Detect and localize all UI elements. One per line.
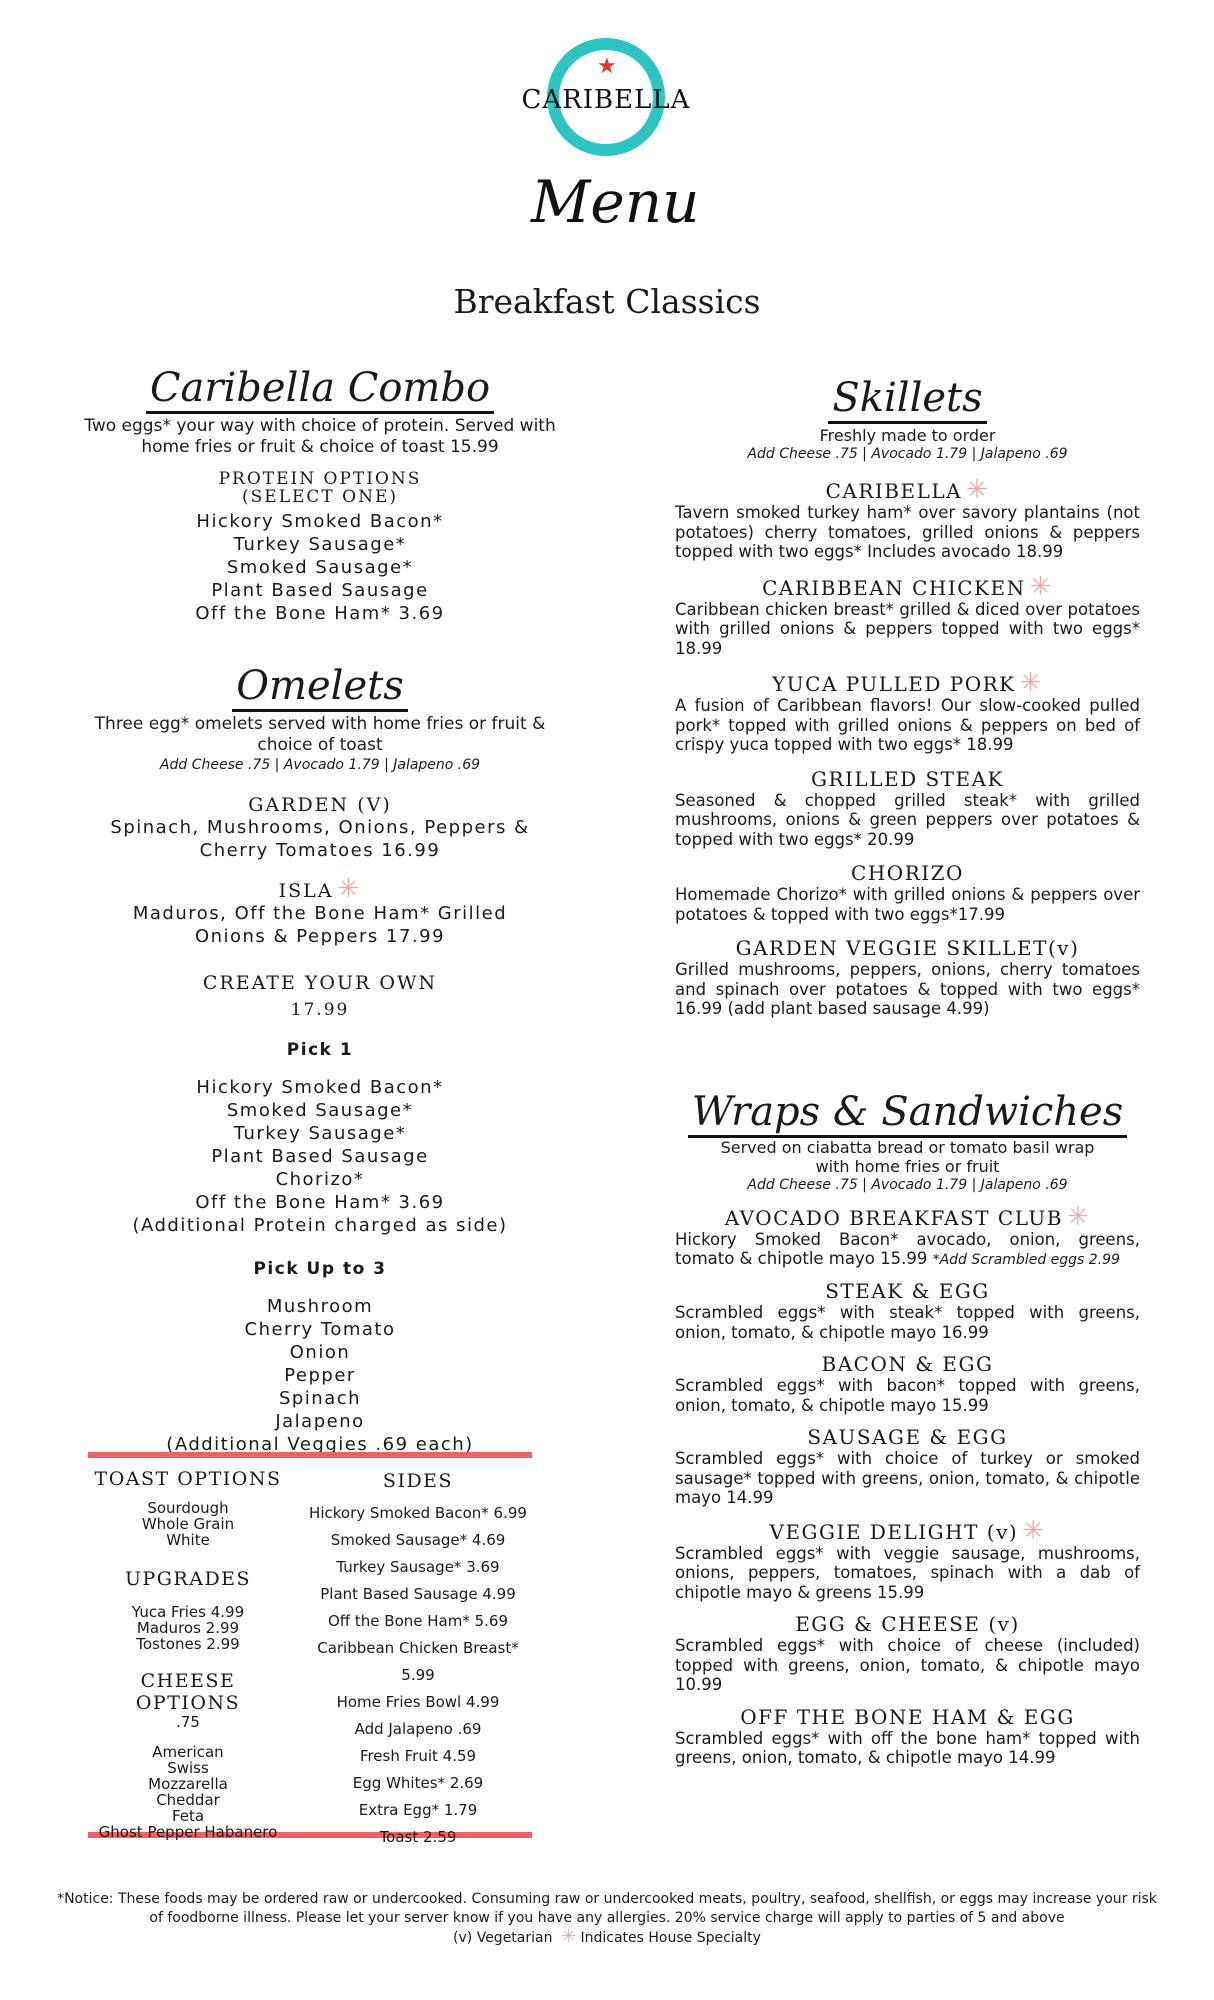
options-box [88,1452,532,1846]
allergy-notice: *Notice: These foods may be ordered raw or undercooked. Consuming raw or undercooked meats, poultry, seafood, shellfish, or eggs may increase your risk of foodborne illness. Please let your server know if you have any allergies. 20% service charge will apply to parties of 5 and above [57,1891,1157,1926]
wrap-name: EGG & CHEESE (v) [795,1612,1020,1636]
list-item: Off the Bone Ham* 3.69 [195,603,445,624]
sides-list [304,1500,532,1851]
skillets-title: Skillets [828,375,986,424]
list-item: Toast 2.59 [379,1828,457,1846]
wrap-name: VEGGIE DELIGHT (v) [769,1519,1019,1544]
skillet-name: GRILLED STEAK [810,766,1004,791]
menu-script-heading: Menu [531,168,700,236]
list-item: (Additional Protein charged as side) [132,1215,508,1236]
skillet-name: YUCA PULLED PORK [772,672,1016,696]
skillet-desc: A fusion of Caribbean flavors! Our slow-cooked pulled pork* topped with grilled onions & peppers on bed of crispy yuca topped with two eggs* 18.99 [675,696,1140,754]
wrap-name: STEAK & EGG [825,1279,990,1303]
skillet-desc: Tavern smoked turkey ham* over savory plantains (not potatoes) cherry tomatoes, grilled onions & peppers topped with two eggs* Includes avocado 18.99 [675,503,1140,561]
legend-specialty: Indicates House Specialty [580,1930,761,1946]
list-item: Egg Whites* 2.69 [352,1774,484,1792]
skillets-section [675,375,1140,1019]
list-item: Caribbean Chicken Breast* 5.99 [317,1639,519,1684]
wraps-section [675,1089,1140,1768]
list-item: Hickory Smoked Bacon* [196,1077,444,1098]
omelets-title: Omelets [232,663,407,712]
list-item: Cheddar [156,1791,220,1809]
right-column [675,375,1140,1768]
wrap-desc: Scrambled eggs* with bacon* topped with greens, onion, tomato, & chipotle mayo 15.99 [675,1376,1140,1415]
list-item: Off the Bone Ham* 5.69 [327,1612,508,1630]
wrap-name: SAUSAGE & EGG [807,1425,1008,1449]
list-item: Smoked Sausage* [226,557,414,578]
list-item: Smoked Sausage* [226,1100,414,1121]
wrap-desc: Scrambled eggs* with off the bone ham* topped with greens, onion, tomato, & chipotle mayo 14.99 [675,1728,1140,1767]
house-specialty-star-icon: ✳ [560,1926,577,1947]
omelets-addons: Add Cheese .75 | Avocado 1.79 | Jalapeno .69 [159,757,481,773]
skillet-name: CARIBBEAN CHICKEN [762,575,1026,600]
pick1-list [70,1076,570,1237]
upgrades-heading: UPGRADES [124,1568,252,1590]
logo-text: CARIBELLA [521,85,691,115]
wrap-note: *Add Scrambled eggs 2.99 [932,1252,1120,1268]
combo-desc: Two eggs* your way with choice of protein. Served with home fries or fruit & choice of toast 15.99 [84,416,556,457]
legend-vegetarian: (v) Vegetarian [453,1930,553,1946]
skillet-name: CHORIZO [851,861,964,885]
cheese-price: .75 [176,1713,200,1731]
list-item: Tostones 2.99 [136,1635,240,1653]
toast-list [88,1500,288,1548]
list-item: Plant Based Sausage [211,580,429,601]
wrap-desc: Hickory Smoked Bacon* avocado, onion, greens, tomato & chipotle mayo 15.99 [675,1229,1140,1268]
left-column [70,365,570,1456]
isla-name: ISLA [278,880,334,902]
list-item: Smoked Sausage* 4.69 [330,1531,506,1549]
wraps-title: Wraps & Sandwiches [688,1089,1127,1138]
list-item: Spinach [278,1388,362,1409]
wrap-desc: Scrambled eggs* with choice of cheese (included) topped with greens, onion, tomato, & chipotle mayo 10.99 [675,1636,1140,1694]
logo-star-icon: ★ [597,54,617,79]
wrap-desc: Scrambled eggs* with steak* topped with greens, onion, tomato, & chipotle mayo 16.99 [675,1303,1140,1342]
list-item: Turkey Sausage* [233,534,407,555]
wraps-addons: Add Cheese .75 | Avocado 1.79 | Jalapeno .69 [747,1176,1068,1193]
skillet-desc: Grilled mushrooms, peppers, onions, cherry tomatoes and spinach over potatoes & topped with two eggs* 16.99 (add plant based sausage 4.99) [675,960,1140,1018]
protein-options-sub: (SELECT ONE) [242,487,398,507]
wrap-name: AVOCADO BREAKFAST CLUB [724,1205,1063,1230]
wrap-desc: Scrambled eggs* with choice of turkey or smoked sausage* topped with greens, onion, tomato, & chipotle mayo 14.99 [675,1449,1140,1507]
legend [50,1928,1164,1948]
list-item: Mozzarella [148,1775,228,1793]
list-item: Add Jalapeno .69 [354,1720,482,1738]
skillet-name: GARDEN VEGGIE SKILLET(v) [735,936,1080,960]
protein-list [70,510,570,625]
list-item: Chorizo* [275,1169,365,1190]
list-item: Off the Bone Ham* 3.69 [195,1192,445,1213]
wraps-sub: Served on ciabatta bread or tomato basil wrap with home fries or fruit [720,1137,1095,1176]
page-title: Breakfast Classics [453,282,761,321]
list-item: Feta [171,1807,205,1825]
cyo-name: CREATE YOUR OWN [202,972,438,994]
house-specialty-star-icon: ✳ [1022,1515,1046,1546]
omelets-desc: Three egg* omelets served with home fries or fruit & choice of toast [94,714,546,755]
wrap-desc: Scrambled eggs* with veggie sausage, mushrooms, onions, peppers, tomatoes, spinach with a dab of chipotle mayo & greens 15.99 [675,1543,1140,1602]
upgrades-list [88,1604,288,1652]
list-item: Plant Based Sausage [211,1146,429,1167]
list-item: Swiss [167,1759,209,1777]
house-specialty-star-icon: ✳ [1066,1201,1091,1232]
list-item: Mushroom [266,1296,374,1317]
list-item: Pepper [284,1365,356,1386]
garden-desc: Spinach, Mushrooms, Onions, Peppers & Cherry Tomatoes 16.99 [110,817,530,861]
list-item: Home Fries Bowl 4.99 [336,1693,500,1711]
cheese-options-heading: CHEESE OPTIONS [135,1670,241,1714]
skillet-desc: Homemade Chorizo* with grilled onions & peppers over potatoes & topped with two eggs*17.99 [675,885,1140,924]
toast-options-heading: TOAST OPTIONS [94,1468,282,1490]
sides-column [304,1470,532,1851]
omelets-section [70,663,570,1456]
house-specialty-star-icon: ✳ [337,874,362,904]
list-item: Sourdough [147,1499,229,1517]
list-item: White [166,1531,210,1549]
combo-title: Caribella Combo [146,365,494,414]
house-specialty-star-icon: ✳ [966,475,990,505]
pick3-label: Pick Up to 3 [253,1259,387,1279]
house-specialty-star-icon: ✳ [1029,571,1053,602]
list-item: Whole Grain [141,1515,235,1533]
list-item: American [152,1743,224,1761]
list-item: (Additional Veggies .69 each) [166,1434,474,1455]
options-left-column [88,1468,288,1840]
list-item: Hickory Smoked Bacon* 6.99 [309,1504,527,1522]
combo-section [70,365,570,625]
caribella-logo [521,38,700,288]
list-item: Plant Based Sausage 4.99 [320,1585,516,1603]
list-item: Onion [289,1342,351,1363]
cyo-price: 17.99 [290,1000,350,1020]
skillets-addons: Add Cheese .75 | Avocado 1.79 | Jalapeno .69 [747,446,1068,462]
list-item: Extra Egg* 1.79 [358,1801,478,1819]
isla-desc: Maduros, Off the Bone Ham* Grilled Onions & Peppers 17.99 [132,903,508,947]
footer-notice [50,1890,1164,1948]
list-item: Turkey Sausage* 3.69 [336,1558,500,1576]
list-item: Yuca Fries 4.99 [131,1603,245,1621]
list-item: Turkey Sausage* [233,1123,407,1144]
skillet-name: CARIBELLA [825,479,963,503]
cheese-list [88,1744,288,1840]
sides-heading: SIDES [382,1470,454,1492]
protein-options-heading: PROTEIN OPTIONS [218,469,422,489]
skillet-desc: Seasoned & chopped grilled steak* with grilled mushrooms, onions & green peppers over potatoes & topped with two eggs* 20.99 [675,790,1140,849]
skillet-desc: Caribbean chicken breast* grilled & diced over potatoes with grilled onions & peppers topped with two eggs* 18.99 [675,599,1140,658]
house-specialty-star-icon: ✳ [1019,668,1043,698]
skillets-sub: Freshly made to order [819,426,996,445]
list-item: Maduros 2.99 [136,1619,240,1637]
garden-name: GARDEN (V) [248,794,392,816]
wrap-name: OFF THE BONE HAM & EGG [740,1704,1075,1729]
pick1-label: Pick 1 [286,1040,354,1060]
list-item: Fresh Fruit 4.59 [359,1747,477,1765]
list-item: Ghost Pepper Habanero [98,1823,278,1841]
pick3-list [70,1295,570,1456]
list-item: Hickory Smoked Bacon* [196,511,444,532]
wrap-name: BACON & EGG [821,1352,994,1376]
list-item: Jalapeno [275,1411,365,1432]
list-item: Cherry Tomato [244,1319,396,1340]
